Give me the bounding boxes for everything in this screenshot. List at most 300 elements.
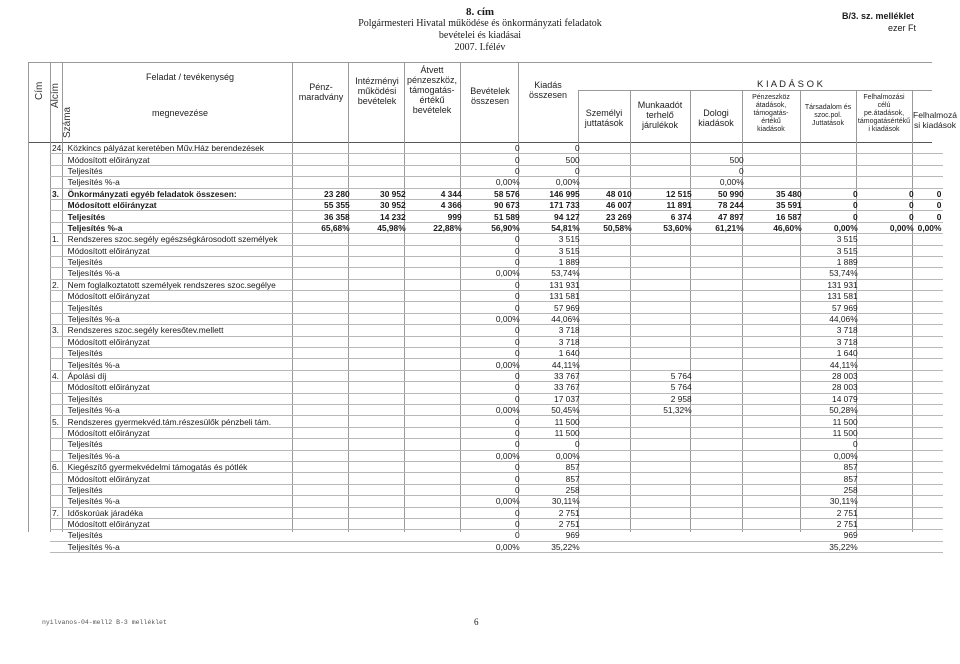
table-cell xyxy=(408,268,464,279)
table-cell xyxy=(408,177,464,188)
table-cell xyxy=(746,143,804,154)
budget-table xyxy=(50,143,943,553)
table-cell xyxy=(582,370,634,381)
table-cell xyxy=(746,234,804,245)
table-cell: 17 037 xyxy=(522,393,582,404)
table-cell xyxy=(408,234,464,245)
row-label: Teljesítés %-a xyxy=(66,268,296,279)
table-cell xyxy=(694,473,746,484)
table-row xyxy=(50,496,943,507)
table-cell xyxy=(582,268,634,279)
table-cell xyxy=(634,348,694,359)
row-number xyxy=(50,177,66,188)
row-label: Teljesítés %-a xyxy=(66,359,296,370)
table-cell xyxy=(296,234,352,245)
table-cell: 56,90% xyxy=(464,222,522,233)
table-cell: 0 xyxy=(860,188,916,199)
table-cell xyxy=(746,530,804,541)
table-cell xyxy=(582,393,634,404)
row-number xyxy=(50,222,66,233)
row-number xyxy=(50,427,66,438)
table-cell: 131 581 xyxy=(804,291,860,302)
table-row xyxy=(50,188,943,199)
table-cell: 44,06% xyxy=(804,313,860,324)
row-number: 5. xyxy=(50,416,66,427)
table-cell xyxy=(352,143,408,154)
table-cell xyxy=(408,154,464,165)
table-cell: 30 952 xyxy=(352,188,408,199)
table-cell xyxy=(634,496,694,507)
table-cell: 0 xyxy=(916,188,944,199)
row-number xyxy=(50,541,66,552)
table-cell xyxy=(296,245,352,256)
table-cell: 30,11% xyxy=(804,496,860,507)
table-cell xyxy=(916,302,944,313)
table-cell xyxy=(582,427,634,438)
table-cell xyxy=(352,496,408,507)
table-cell xyxy=(860,348,916,359)
table-cell xyxy=(408,370,464,381)
table-cell xyxy=(408,382,464,393)
table-cell xyxy=(916,450,944,461)
table-cell xyxy=(916,234,944,245)
table-cell xyxy=(352,416,408,427)
row-label: Módosított előirányzat xyxy=(66,518,296,529)
table-cell xyxy=(634,143,694,154)
document-title xyxy=(330,6,630,54)
row-number xyxy=(50,348,66,359)
table-cell xyxy=(694,404,746,415)
table-cell: 51,32% xyxy=(634,404,694,415)
table-cell xyxy=(634,416,694,427)
table-cell xyxy=(694,256,746,267)
table-cell: 0 xyxy=(522,165,582,176)
table-cell: 36 358 xyxy=(296,211,352,222)
table-cell xyxy=(860,256,916,267)
table-cell xyxy=(746,496,804,507)
table-cell xyxy=(694,302,746,313)
table-cell xyxy=(916,177,944,188)
table-cell: 258 xyxy=(522,484,582,495)
table-cell xyxy=(694,427,746,438)
table-cell xyxy=(582,256,634,267)
table-cell: 0 xyxy=(464,245,522,256)
table-cell xyxy=(860,530,916,541)
table-cell: 0,00% xyxy=(804,450,860,461)
table-cell: 0 xyxy=(464,530,522,541)
table-cell: 0,00% xyxy=(522,450,582,461)
page-number: 6 xyxy=(474,617,479,627)
table-cell: 90 673 xyxy=(464,199,522,210)
table-cell xyxy=(408,427,464,438)
table-cell xyxy=(746,461,804,472)
row-label: Teljesítés xyxy=(66,211,296,222)
table-cell xyxy=(746,245,804,256)
table-cell xyxy=(746,484,804,495)
table-cell: 0 xyxy=(916,211,944,222)
table-cell xyxy=(916,541,944,552)
table-cell: 57 969 xyxy=(522,302,582,313)
table-cell xyxy=(916,348,944,359)
table-cell xyxy=(916,325,944,336)
table-cell xyxy=(352,530,408,541)
table-cell xyxy=(408,245,464,256)
table-cell: 35 591 xyxy=(746,199,804,210)
table-row xyxy=(50,382,943,393)
table-cell xyxy=(746,393,804,404)
table-cell xyxy=(352,450,408,461)
grid-line xyxy=(28,62,29,532)
table-cell xyxy=(582,404,634,415)
table-cell xyxy=(916,359,944,370)
table-cell: 14 232 xyxy=(352,211,408,222)
table-cell xyxy=(860,473,916,484)
table-cell xyxy=(694,268,746,279)
table-cell xyxy=(694,143,746,154)
table-cell: 78 244 xyxy=(694,199,746,210)
table-cell xyxy=(746,165,804,176)
table-cell: 94 127 xyxy=(522,211,582,222)
table-cell xyxy=(408,416,464,427)
table-cell: 48 010 xyxy=(582,188,634,199)
table-cell xyxy=(916,393,944,404)
table-cell xyxy=(804,165,860,176)
table-cell xyxy=(746,370,804,381)
table-cell: 131 931 xyxy=(804,279,860,290)
table-cell: 0,00% xyxy=(464,541,522,552)
table-row xyxy=(50,268,943,279)
table-cell: 0 xyxy=(804,199,860,210)
table-cell: 50,28% xyxy=(804,404,860,415)
table-cell xyxy=(694,461,746,472)
table-cell xyxy=(860,541,916,552)
table-cell xyxy=(860,313,916,324)
table-cell xyxy=(296,313,352,324)
table-row xyxy=(50,199,943,210)
table-cell: 0 xyxy=(464,256,522,267)
table-cell xyxy=(916,507,944,518)
table-cell xyxy=(860,245,916,256)
table-cell xyxy=(352,461,408,472)
col-header-penzeszkoz: Pénzeszköz átadások, támogatás- értékű kiadások xyxy=(752,94,790,133)
table-cell xyxy=(296,291,352,302)
table-cell xyxy=(352,393,408,404)
table-cell xyxy=(582,325,634,336)
table-cell xyxy=(296,518,352,529)
table-cell xyxy=(352,154,408,165)
table-cell xyxy=(582,143,634,154)
table-cell: 44,06% xyxy=(522,313,582,324)
table-cell: 0 xyxy=(694,165,746,176)
table-cell xyxy=(860,336,916,347)
table-row xyxy=(50,279,943,290)
table-cell: 35,22% xyxy=(522,541,582,552)
table-cell xyxy=(694,484,746,495)
table-row xyxy=(50,461,943,472)
table-cell xyxy=(352,336,408,347)
table-cell xyxy=(804,143,860,154)
table-cell xyxy=(408,348,464,359)
col-header-kiadas: Kiadás összesen xyxy=(528,80,568,100)
table-cell xyxy=(352,359,408,370)
row-label: Teljesítés xyxy=(66,393,296,404)
table-cell xyxy=(296,359,352,370)
table-cell xyxy=(860,507,916,518)
table-cell: 45,98% xyxy=(352,222,408,233)
row-number xyxy=(50,359,66,370)
table-cell xyxy=(916,404,944,415)
table-cell: 857 xyxy=(522,473,582,484)
table-cell: 1 640 xyxy=(522,348,582,359)
table-cell xyxy=(408,507,464,518)
table-cell xyxy=(694,530,746,541)
table-cell: 3 718 xyxy=(522,325,582,336)
table-cell: 0 xyxy=(860,199,916,210)
table-cell xyxy=(582,439,634,450)
table-cell xyxy=(916,461,944,472)
table-cell xyxy=(634,165,694,176)
table-cell xyxy=(582,302,634,313)
table-cell xyxy=(746,518,804,529)
table-cell xyxy=(582,154,634,165)
table-row xyxy=(50,484,943,495)
row-number xyxy=(50,484,66,495)
table-cell xyxy=(634,518,694,529)
table-cell xyxy=(352,541,408,552)
table-cell xyxy=(746,336,804,347)
table-cell xyxy=(408,461,464,472)
table-cell xyxy=(296,382,352,393)
table-cell xyxy=(408,518,464,529)
table-cell: 999 xyxy=(408,211,464,222)
table-row xyxy=(50,518,943,529)
table-cell xyxy=(408,450,464,461)
table-cell xyxy=(860,279,916,290)
table-cell xyxy=(352,348,408,359)
table-cell xyxy=(634,484,694,495)
table-cell xyxy=(804,154,860,165)
table-cell xyxy=(746,427,804,438)
table-cell: 16 587 xyxy=(746,211,804,222)
table-cell: 53,74% xyxy=(804,268,860,279)
row-number xyxy=(50,256,66,267)
table-cell: 131 581 xyxy=(522,291,582,302)
table-cell xyxy=(916,256,944,267)
table-cell xyxy=(860,404,916,415)
table-cell xyxy=(634,530,694,541)
row-label: Teljesítés xyxy=(66,256,296,267)
table-row xyxy=(50,325,943,336)
table-cell xyxy=(634,473,694,484)
table-cell xyxy=(860,484,916,495)
table-cell: 14 079 xyxy=(804,393,860,404)
table-cell xyxy=(694,439,746,450)
table-cell xyxy=(860,143,916,154)
table-cell: 46,60% xyxy=(746,222,804,233)
table-cell: 0 xyxy=(464,165,522,176)
table-cell xyxy=(916,245,944,256)
table-row xyxy=(50,143,943,154)
table-cell: 0 xyxy=(464,518,522,529)
table-cell xyxy=(296,279,352,290)
row-label: Teljesítés %-a xyxy=(66,313,296,324)
row-label: Teljesítés xyxy=(66,484,296,495)
table-cell xyxy=(408,496,464,507)
table-row xyxy=(50,416,943,427)
row-label: Teljesítés %-a xyxy=(66,541,296,552)
table-row xyxy=(50,348,943,359)
table-cell xyxy=(352,518,408,529)
table-cell xyxy=(352,427,408,438)
table-cell: 0 xyxy=(522,143,582,154)
table-cell xyxy=(746,279,804,290)
row-number: 7. xyxy=(50,507,66,518)
table-cell: 3 515 xyxy=(522,245,582,256)
table-cell: 0,00% xyxy=(464,359,522,370)
header-top-rule xyxy=(28,62,932,63)
table-cell xyxy=(916,313,944,324)
row-number xyxy=(50,154,66,165)
table-cell: 33 767 xyxy=(522,382,582,393)
table-cell xyxy=(296,177,352,188)
table-cell: 54,81% xyxy=(522,222,582,233)
row-number xyxy=(50,165,66,176)
table-cell xyxy=(296,143,352,154)
table-cell xyxy=(746,473,804,484)
row-label: Rendszeres szoc.segély egészségkárosodott személyek xyxy=(66,234,296,245)
table-cell xyxy=(582,359,634,370)
table-cell xyxy=(582,518,634,529)
table-cell xyxy=(634,234,694,245)
table-cell xyxy=(408,541,464,552)
row-number: 4. xyxy=(50,370,66,381)
row-label: Módosított előirányzat xyxy=(66,427,296,438)
table-cell xyxy=(746,507,804,518)
table-cell xyxy=(694,382,746,393)
row-label: Teljesítés xyxy=(66,348,296,359)
table-cell xyxy=(296,268,352,279)
row-number xyxy=(50,336,66,347)
table-cell xyxy=(746,359,804,370)
row-label: Időskorúak járadéka xyxy=(66,507,296,518)
table-cell xyxy=(582,530,634,541)
table-cell xyxy=(582,450,634,461)
table-cell: 44,11% xyxy=(522,359,582,370)
table-row xyxy=(50,245,943,256)
row-number xyxy=(50,211,66,222)
table-cell: 35,22% xyxy=(804,541,860,552)
table-cell xyxy=(860,439,916,450)
table-row xyxy=(50,370,943,381)
table-cell xyxy=(746,291,804,302)
row-number xyxy=(50,439,66,450)
table-row xyxy=(50,450,943,461)
table-cell: 0,00% xyxy=(464,496,522,507)
table-cell xyxy=(408,291,464,302)
table-cell xyxy=(296,530,352,541)
table-cell xyxy=(634,245,694,256)
table-cell: 0 xyxy=(464,393,522,404)
table-cell: 3 718 xyxy=(804,336,860,347)
table-cell: 2 751 xyxy=(522,507,582,518)
table-cell: 0 xyxy=(464,439,522,450)
table-cell xyxy=(860,382,916,393)
table-cell xyxy=(582,234,634,245)
table-cell: 0 xyxy=(464,473,522,484)
table-cell xyxy=(746,382,804,393)
table-cell xyxy=(634,177,694,188)
table-cell xyxy=(746,439,804,450)
table-cell: 0 xyxy=(464,234,522,245)
table-cell xyxy=(582,473,634,484)
table-cell: 57 969 xyxy=(804,302,860,313)
table-cell xyxy=(916,154,944,165)
table-cell: 0,00% xyxy=(464,177,522,188)
table-cell xyxy=(694,450,746,461)
table-row xyxy=(50,336,943,347)
table-cell: 857 xyxy=(804,473,860,484)
table-cell: 50,45% xyxy=(522,404,582,415)
table-cell xyxy=(634,507,694,518)
table-cell xyxy=(408,404,464,415)
table-cell xyxy=(694,336,746,347)
table-cell xyxy=(634,313,694,324)
col-header-felhalmozasi: Felhalmozási célú pe.átadások, támogatásértékű i kiadások xyxy=(857,94,911,133)
table-cell xyxy=(634,439,694,450)
table-cell: 30,11% xyxy=(522,496,582,507)
table-cell xyxy=(634,541,694,552)
table-cell xyxy=(916,370,944,381)
table-cell: 0 xyxy=(804,211,860,222)
table-cell xyxy=(296,336,352,347)
table-cell xyxy=(352,507,408,518)
table-cell: 28 003 xyxy=(804,370,860,381)
col-header-szemelyi: Személyi juttatások xyxy=(584,108,624,128)
table-cell xyxy=(746,541,804,552)
table-cell xyxy=(916,484,944,495)
table-body xyxy=(50,143,943,553)
table-cell: 3 515 xyxy=(522,234,582,245)
table-cell: 171 733 xyxy=(522,199,582,210)
table-cell xyxy=(582,177,634,188)
table-cell xyxy=(582,348,634,359)
table-cell xyxy=(860,450,916,461)
table-cell xyxy=(296,154,352,165)
row-label: Teljesítés xyxy=(66,530,296,541)
table-cell: 0,00% xyxy=(804,222,860,233)
table-cell: 0,00% xyxy=(464,404,522,415)
table-row xyxy=(50,234,943,245)
table-cell xyxy=(296,427,352,438)
footer-filename: nyilvanos-04-mell2 B-3 melléklet xyxy=(42,619,167,626)
table-cell xyxy=(296,370,352,381)
table-cell xyxy=(352,291,408,302)
table-cell: 131 931 xyxy=(522,279,582,290)
col-header-szama: Száma xyxy=(62,106,73,138)
table-cell xyxy=(582,416,634,427)
table-cell: 4 366 xyxy=(408,199,464,210)
table-cell: 0 xyxy=(464,336,522,347)
table-cell: 0 xyxy=(522,439,582,450)
col-header-tarsadalom: Társadalom és szoc.pol. Juttatások xyxy=(804,104,852,127)
table-cell xyxy=(634,427,694,438)
row-number xyxy=(50,199,66,210)
table-row xyxy=(50,393,943,404)
table-cell xyxy=(352,484,408,495)
table-cell: 0 xyxy=(464,291,522,302)
table-cell xyxy=(634,279,694,290)
table-cell: 11 500 xyxy=(804,416,860,427)
